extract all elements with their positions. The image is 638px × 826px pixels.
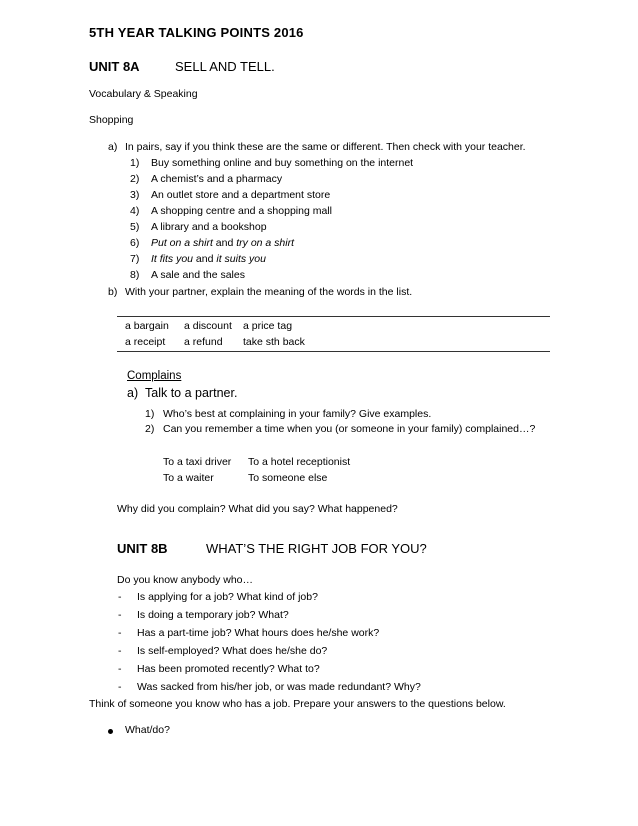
list-item-number: 1): [130, 157, 140, 169]
dash-marker: -: [118, 591, 122, 603]
list-item-number: 7): [130, 253, 140, 265]
list-item: [151, 253, 266, 266]
dash-marker: -: [118, 645, 122, 657]
list-item-number: 3): [130, 189, 140, 201]
list-item: Was sacked from his/her job, or was made redundant? Why?: [137, 681, 421, 693]
word-box-cell: a refund: [184, 336, 223, 348]
exercise-a-text: In pairs, say if you think these are the same or different. Then check with your teacher.: [125, 141, 526, 153]
list-item-number: 1): [145, 408, 155, 420]
word-box-cell: a bargain: [125, 320, 169, 332]
dash-marker: -: [118, 681, 122, 693]
list-item: An outlet store and a department store: [151, 189, 331, 201]
complain-option: To a waiter: [163, 472, 214, 484]
list-item: Is self-employed? What does he/she do?: [137, 645, 328, 657]
word-box-top-rule: [117, 316, 550, 317]
word-box-cell: a receipt: [125, 336, 166, 348]
list-item: Is doing a temporary job? What?: [137, 609, 289, 621]
word-box-cell: a price tag: [243, 320, 293, 332]
phrase-italic: try on a shirt: [236, 237, 295, 249]
section-heading-vocabulary: Vocabulary & Speaking: [89, 88, 198, 100]
phrase-joiner: and: [193, 253, 217, 265]
list-item-number: 6): [130, 237, 140, 249]
list-item: Buy something online and buy something on the internet: [151, 157, 414, 169]
phrase-joiner: and: [212, 237, 237, 249]
phrase-italic: Put on a shirt: [151, 237, 213, 249]
unit-8b-subtitle: WHAT’S THE RIGHT JOB FOR YOU?: [206, 541, 427, 556]
list-item: A chemist’s and a pharmacy: [151, 173, 283, 185]
dash-marker: -: [118, 663, 122, 675]
think-instruction: Think of someone you know who has a job. Prepare your answers to the questions below.: [89, 698, 506, 710]
list-item: Can you remember a time when you (or someone in your family) complained…?: [163, 423, 536, 435]
complains-a-marker: a): [127, 386, 139, 400]
phrase-italic: It fits you: [151, 253, 194, 265]
complain-option: To a hotel receptionist: [248, 456, 351, 468]
exercise-b-text: With your partner, explain the meaning of the words in the list.: [125, 286, 413, 298]
unit-8a-subtitle: SELL AND TELL.: [175, 59, 275, 74]
list-item: Has a part-time job? What hours does he/she work?: [137, 627, 380, 639]
word-box-cell: take sth back: [243, 336, 305, 348]
exercise-b-marker: b): [108, 286, 118, 298]
bullet-item: What/do?: [125, 724, 170, 736]
list-item: A sale and the sales: [151, 269, 245, 281]
page-title: 5TH YEAR TALKING POINTS 2016: [89, 25, 304, 40]
list-item: A shopping centre and a shopping mall: [151, 205, 332, 217]
word-box-bottom-rule: [117, 351, 550, 352]
complain-option: To a taxi driver: [163, 456, 232, 468]
list-item: [151, 237, 294, 250]
phrase-italic: it suits you: [216, 253, 266, 265]
list-item-number: 2): [130, 173, 140, 185]
unit-8b-label: UNIT 8B: [117, 541, 168, 556]
exercise-a-marker: a): [108, 141, 118, 153]
complain-followup: Why did you complain? What did you say? What happened?: [117, 503, 398, 515]
list-item: Who’s best at complaining in your family? Give examples.: [163, 408, 432, 420]
dash-marker: -: [118, 627, 122, 639]
unit-8a-label: UNIT 8A: [89, 59, 140, 74]
know-intro: Do you know anybody who…: [117, 574, 253, 586]
complains-heading: Complains: [127, 370, 182, 382]
section-heading-shopping: Shopping: [89, 114, 134, 126]
list-item: Has been promoted recently? What to?: [137, 663, 320, 675]
list-item: Is applying for a job? What kind of job?: [137, 591, 318, 603]
complains-a-text: Talk to a partner.: [145, 386, 238, 400]
dash-marker: -: [118, 609, 122, 621]
list-item-number: 4): [130, 205, 140, 217]
word-box-cell: a discount: [184, 320, 232, 332]
list-item: A library and a bookshop: [151, 221, 267, 233]
list-item-number: 5): [130, 221, 140, 233]
bullet-icon: [108, 729, 113, 734]
list-item-number: 2): [145, 423, 155, 435]
complain-option: To someone else: [248, 472, 328, 484]
list-item-number: 8): [130, 269, 140, 281]
